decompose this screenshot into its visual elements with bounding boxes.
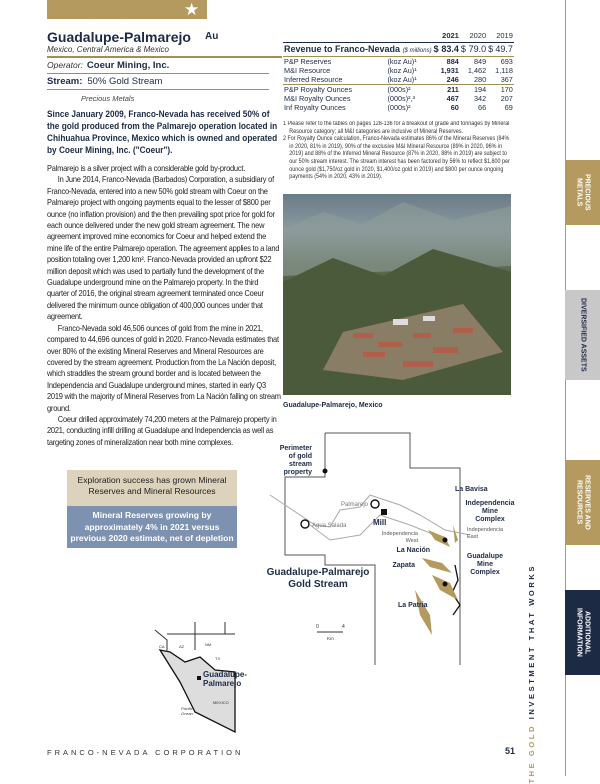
svg-text:AZ: AZ [179,644,185,649]
page-title: Guadalupe-Palmarejo [47,29,191,45]
divider [47,73,269,74]
svg-text:Zapata: Zapata [392,562,415,569]
stream-map [266,415,560,665]
svg-text:NM: NM [205,642,212,647]
table-row: P&P Royalty Ounces (000s)² 211 194 170 [284,84,513,94]
svg-text:Palmarejo: Palmarejo [340,502,368,508]
svg-text:CA: CA [159,644,165,649]
svg-text:IndependenciaEast: Independencia East [467,527,504,540]
svg-text:La Patria: La Patria [398,602,428,609]
table-row: M&I Royalty Ounces (000s)²,³ 467 342 207 [284,93,513,103]
page-number: 51 [505,746,516,756]
operator-row: Operator: Coeur Mining, Inc. [47,60,170,71]
svg-text:GuadalupeMineComplex: Guadalupe Mine Complex [466,553,504,576]
tab-diversified-assets[interactable]: DIVERSIFIED ASSETS [565,290,600,380]
table-row: Inferred Resource (koz Au)¹ 246 280 367 [284,74,513,84]
mine-photo [283,194,511,395]
table-row: Inf Royalty Ounces (000s)² 60 66 69 [284,102,513,112]
stream-row: Stream: 50% Gold Stream [47,76,163,87]
tab-reserves-resources[interactable]: RESERVES AND RESOURCES [565,460,600,545]
region-label: Central America and Mexico [47,11,163,20]
body-text: Palmarejo is a silver project with a considerable gold by-product. In June 2014, Franco-Nevada (Barbados) Corporation, a subsidiary of Franco-Nevada, entered into a new 50% gold stream with Coeur on the Palmarejo project with ongoing payments equal to the lesser of $800 per ounce (no inflation provision) and the then prevailing spot price for gold for each ounce delivered under the new gold stream agreement. The new agreement improved mine economics for Coeur and helped extend the mine life of the entire Palmarejo operation. The agreement applies to a land position totaling over 1,200 km². Franco-Nevada provided an upfront $22 million deposit which was used to partially fund the development of the Guadalupe underground mine on the Palmarejo property. In the third quarter of 2016, the original stream agreement terminated once Coeur delivered the minimum ounce obligation of 400,000 ounces under that agreement. Franco-Nevada sold 46,506 ounces of gold from the mine in 2021, compared to 44,696 ounces of gold in 2020. Franco-Nevada estimates that over 80% of the existing Mineral Reserves and Mineral Resources are covered by the stream agreement. Production from the La Nación deposit, which straddles the stream ground border and is located between the Independencia and Guadalupe underground mines, started in early Q3 2019 with the majority of Mineral Reserves from La Nación falling on stream ground. Coeur drilled approximately 74,200 meters at the Palmarejo property in 2021, conducting infill drilling at Guadalupe and Independencia as well as targeting zones of mineralization near both mine complexes. [47,163,281,447]
svg-text:Agua Salada: Agua Salada [312,523,347,529]
table-row: P&P Reserves (koz Au)¹ 884 849 693 [284,56,513,66]
revenue-row: Revenue to Franco-Nevada ($ millions) $ 83.4 $ 79.0 $ 49.7 [284,44,513,54]
svg-text:La Nación: La Nación [396,547,430,554]
svg-text:MEXICO: MEXICO [213,700,229,705]
svg-text:La Bavisa: La Bavisa [455,486,488,493]
divider [47,56,282,58]
location: Mexico, Central America & Mexico [47,45,169,54]
svg-text:Mill: Mill [373,518,387,527]
svg-text:Perimeterof goldstreamproperty: Perimeter of gold stream property [279,445,312,476]
callout-top: Exploration success has grown Mineral Reserves and Mineral Resources [67,470,237,506]
star-icon: ★ [184,0,200,19]
table-row: M&I Resource (koz Au)¹ 1,931 1,462 1,118 [284,65,513,75]
footer-company: FRANCO-NEVADA CORPORATION [47,748,244,757]
svg-text:IndependenciaWest: Independencia West [381,531,418,544]
stats-table: 2021 2020 2019 Revenue to Franco-Nevada ($ millions) $ 83.4 $ 79.0 $ 49.7 P&P Reserves (koz Au)¹ 884 849 693 M&I Resource (koz Au)¹ 1,931 1,462 1,118 Inferred Resource (koz Au)¹ 246 280 367 P&P Royalty Ounces (000s)² 211 194 170 M&I Royalty Ounces (000s)²,³ 467 342 207 Inf Royalty Ounces (000s)² 60 66 69 [284,31,513,112]
svg-text:TX: TX [215,656,221,661]
svg-text:Km: Km [327,636,334,641]
table-footnotes: 1 Please refer to the tables on pages 128-136 for a breakout of grade and tonnages by Mineral Resource category; all M&I categories are inclusive of Mineral Reserves. 2 For Royalty Ounce calculation, Franco-Nevada estimates 86% of the Mineral Reserves (84% in 2020, 81% in 2019), 90% of the exclusive M&I Mineral Resource (89% in 2020, 96% in 2019) and 88% of the Inferred Mineral Resource (87% in 2020, 88% in 2019) are subject to our 50% stream interest. The stream interest has been factored by 56% to reflect $1,800 per ounce gold ($1,750/oz gold in 2020, $1,400/oz gold in 2019) and $800 per ounce ongoing payments (54% in 2020, 43% in 2019). [283,121,510,181]
svg-text:PacificOcean: Pacific Ocean [181,706,193,716]
photo-caption: Guadalupe-Palmarejo, Mexico [283,402,383,409]
commodity-symbol: Au [205,31,219,42]
svg-text:4: 4 [342,624,345,630]
divider [47,89,269,90]
tab-precious-metals[interactable]: PRECIOUS METALS [565,160,600,225]
svg-text:0: 0 [316,624,319,630]
callout-bottom: Mineral Reserves growing by approximately 4% in 2021 versus previous 2020 estimate, net of depletion [67,506,237,548]
category: Precious Metals [81,94,135,103]
inset-map [155,622,248,734]
tab-additional-information[interactable]: ADDITIONAL INFORMATION [565,590,600,675]
svg-text:Guadalupe-PalmarejoGold Stream: Guadalupe-Palmarejo Gold Stream [266,567,370,590]
svg-text:Guadalupe-Palmarejo: Guadalupe-Palmarejo [203,670,248,688]
tagline: THE GOLD INVESTMENT THAT WORKS [527,564,536,784]
svg-text:IndependenciaMineComplex: Independencia Mine Complex [465,500,515,523]
lead-paragraph: Since January 2009, Franco-Nevada has received 50% of the gold produced from the Palmarejo operation located in Chihuahua Province, Mexico which is owned and operated by Coeur Mining, Inc. ("Coeur"). [47,109,278,155]
